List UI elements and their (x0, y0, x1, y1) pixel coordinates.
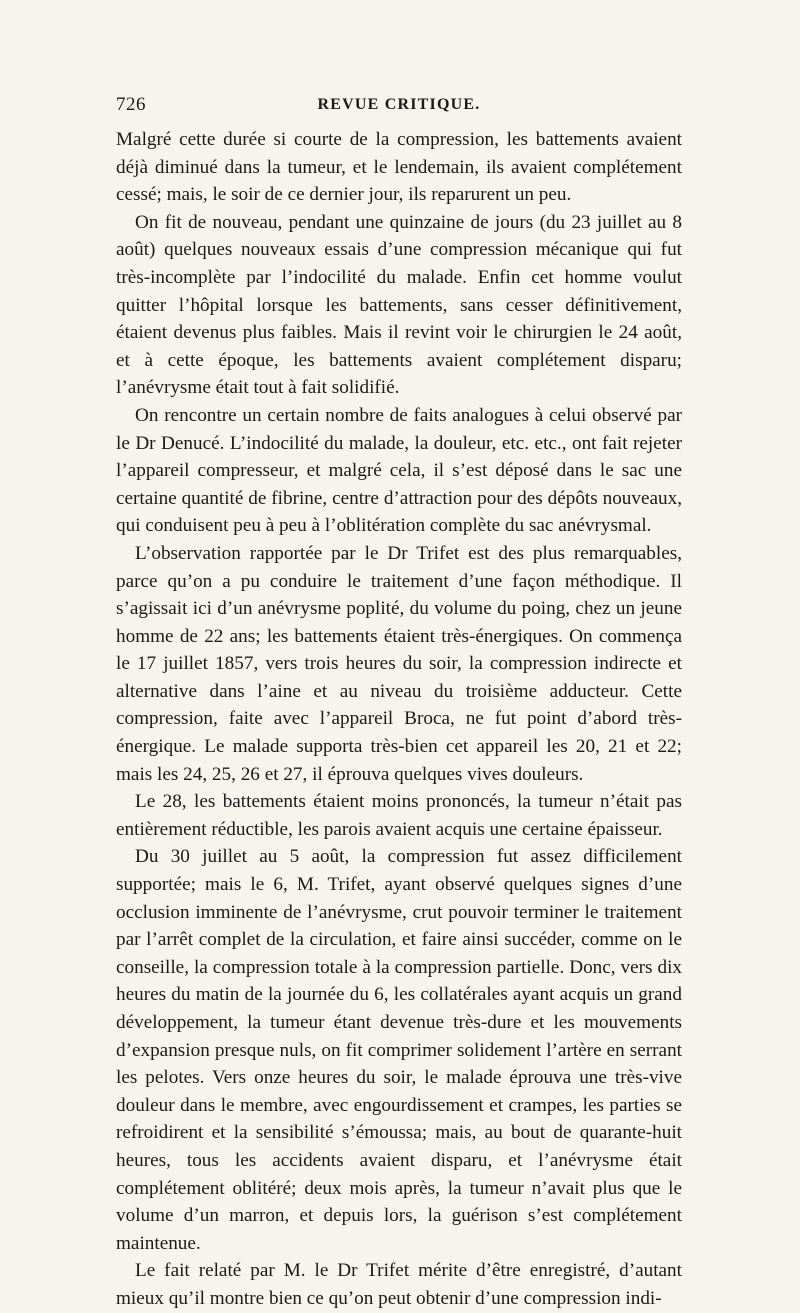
running-title: REVUE CRITIQUE. (317, 96, 481, 113)
paragraph: Du 30 juillet au 5 août, la compression fut assez difficilement supportée; mais le 6, M. Trifet, ayant observé quelques signes d’une occlusion imminente de l’anévrysme, crut pouvoir terminer le traitement par l’arrêt complet de la circulation, et faire ainsi succéder, comme on le conseille, la compression totale à la compression partielle. Donc, vers dix heures du matin de la journée du 6, les collatérales ayant acquis un grand développement, la tumeur étant devenue très-dure et les mouvements d’expansion presque nuls, on fit comprimer solidement l’artère en serrant les pelotes. Vers onze heures du soir, le malade éprouva une très-vive douleur dans le membre, avec engourdissement et crampes, les parties se refroidirent et la sensibilité s’émoussa; mais, au bout de quarante-huit heures, tous les accidents avaient disparu, et l’anévrysme était complétement oblitéré; deux mois après, la tumeur n’avait plus que le volume d’un marron, et depuis lors, la guérison s’est complétement maintenue. (116, 846, 682, 1254)
paragraph: On fit de nouveau, pendant une quinzaine de jours (du 23 juillet au 8 août) quelques nouveaux essais d’une compression mécanique qui fut très-incomplète par l’indocilité du malade. Enfin cet homme voulut quitter l’hôpital lorsque les battements, sans cesser définitivement, étaient devenus plus faibles. Mais il revint voir le chirurgien le 24 août, et à cette époque, les battements avaient complétement disparu; l’anévrysme était tout à fait solidifié. (116, 211, 682, 399)
paragraph: Malgré cette durée si courte de la compression, les battements avaient déjà diminué dans la tumeur, et le lendemain, ils avaient complétement cessé; mais, le soir de ce dernier jour, ils reparurent un peu. (116, 129, 682, 206)
page-header (116, 94, 682, 124)
paragraph: Le 28, les battements étaient moins prononcés, la tumeur n’était pas entièrement réductible, les parois avaient acquis une certaine épaisseur. (116, 791, 682, 840)
body-text (116, 126, 682, 1313)
paragraph: Le fait relaté par M. le Dr Trifet mérite d’être enregistré, d’autant mieux qu’il montre bien ce qu’on peut obtenir d’une compression indi- (116, 1260, 682, 1309)
paragraph: On rencontre un certain nombre de faits analogues à celui observé par le Dr Denucé. L’indocilité du malade, la douleur, etc. etc., ont fait rejeter l’appareil compresseur, et malgré cela, il s’est déposé dans le sac une certaine quantité de fibrine, centre d’attraction pour des dépôts nouveaux, qui conduisent peu à peu à l’oblitération complète du sac anévrysmal. (116, 404, 682, 537)
page-number: 726 (116, 94, 146, 115)
paragraph: L’observation rapportée par le Dr Trifet est des plus remarquables, parce qu’on a pu conduire le traitement d’une façon méthodique. Il s’agissait ici d’un anévrysme poplité, du volume du poing, chez un jeune homme de 22 ans; les battements étaient très-énergiques. On commença le 17 juillet 1857, vers trois heures du soir, la compression indirecte et alternative dans l’aine et au niveau du troisième adducteur. Cette compression, faite avec l’appareil Broca, ne fut point d’abord très-énergique. Le malade supporta très-bien cet appareil les 20, 21 et 22; mais les 24, 25, 26 et 27, il éprouva quelques vives douleurs. (116, 542, 682, 785)
